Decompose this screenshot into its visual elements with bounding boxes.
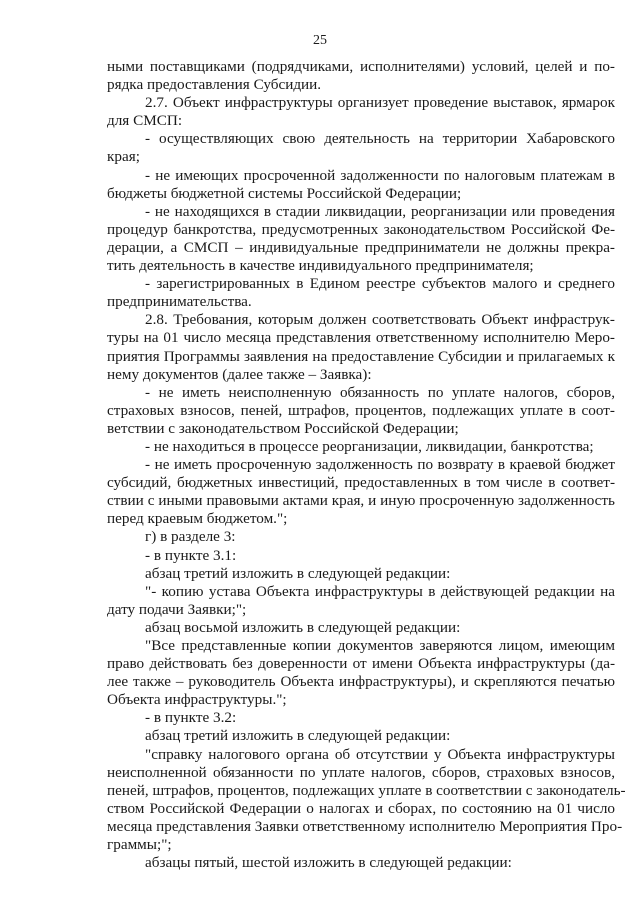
text-line: Объекта инфраструктуры."; (107, 691, 287, 709)
text-line: пеней, штрафов, процентов, подлежащих уплате в соответствии с законодатель- (107, 781, 626, 799)
text-line: право действовать без доверенности от имени Объекта инфраструктуры (да- (107, 655, 615, 673)
text-line: - не иметь неисполненную обязанность по уплате налогов, сборов, (145, 383, 615, 401)
text-line: дату подачи Заявки;"; (107, 600, 247, 618)
text-line: дерации, а СМСП – индивидуальные предприниматели не должны прекра- (107, 238, 615, 256)
text-line: рядка предоставления Субсидии. (107, 76, 322, 94)
text-line: 2.8. Требования, которым должен соответствовать Объект инфраструк- (145, 311, 615, 329)
text-line: приятия Программы заявления на предоставление Субсидии и прилагаемых к (107, 347, 615, 365)
text-line: - не иметь просроченную задолженность по возврату в краевой бюджет (145, 456, 615, 474)
text-line: ветствии с законодательством Российской Федерации; (107, 419, 459, 437)
page-number: 25 (313, 33, 327, 48)
text-line: ствии с иными правовыми актами края, и иную просроченную задолженность (107, 492, 615, 510)
text-line: нему документов (далее также – Заявка): (107, 365, 372, 383)
text-line: абзац третий изложить в следующей редакции: (145, 564, 451, 582)
text-line: страховых взносов, пеней, штрафов, процентов, подлежащих уплате в соот- (107, 401, 615, 419)
text-line: г) в разделе 3: (145, 528, 236, 546)
text-line: субсидий, бюджетных инвестиций, предоставленных в том числе в соответ- (107, 474, 615, 492)
text-line: - не находиться в процессе реорганизации, ликвидации, банкротства; (145, 437, 594, 455)
text-line: - зарегистрированных в Едином реестре субъектов малого и среднего (145, 275, 615, 293)
text-line: месяца представления Заявки ответственному исполнителю Мероприятия Про- (107, 817, 623, 835)
text-line: абзац восьмой изложить в следующей редакции: (145, 618, 461, 636)
text-line: - осуществляющих свою деятельность на территории Хабаровского (145, 130, 615, 148)
text-line: для СМСП: (107, 112, 183, 130)
text-line: ством Российской Федерации о налогах и сборах, по состоянию на 01 число (107, 799, 615, 817)
text-line: - в пункте 3.1: (145, 546, 237, 564)
text-line: тить деятельность в качестве индивидуального предпринимателя; (107, 257, 534, 275)
text-line: - не имеющих просроченной задолженности по налоговым платежам в (145, 166, 615, 184)
text-line: края; (107, 148, 140, 166)
text-line: граммы;"; (107, 836, 172, 854)
text-line: перед краевым бюджетом."; (107, 510, 288, 528)
text-line: - не находящихся в стадии ликвидации, реорганизации или проведения (145, 202, 615, 220)
text-line: неисполненной обязанности по уплате налогов, сборов, страховых взносов, (107, 763, 615, 781)
text-line: "справку налогового органа об отсутствии у Объекта инфраструктуры (145, 745, 615, 763)
text-line: предпринимательства. (107, 293, 252, 311)
text-line: бюджеты бюджетной системы Российской Федерации; (107, 184, 462, 202)
text-line: "Все представленные копии документов заверяются лицом, имеющим (145, 637, 615, 654)
text-line: - в пункте 3.2: (145, 709, 237, 727)
text-line: абзац третий изложить в следующей редакции: (145, 727, 451, 745)
text-line: "- копию устава Объекта инфраструктуры в действующей редакции на (145, 582, 615, 600)
text-line: 2.7. Объект инфраструктуры организует проведение выставок, ярмарок (145, 94, 615, 112)
text-line: абзацы пятый, шестой изложить в следующей редакции: (145, 854, 512, 872)
text-line: процедур банкротства, предусмотренных законодательством Российской Фе- (107, 220, 615, 238)
text-line: туры на 01 число месяца представления ответственному исполнителю Меро- (107, 329, 615, 347)
text-line: лее также – руководитель Объекта инфраструктуры), и скрепляются печатью (107, 673, 615, 691)
text-line: ными поставщиками (подрядчиками, исполнителями) условий, целей и по- (107, 58, 615, 75)
document-body (107, 58, 626, 872)
